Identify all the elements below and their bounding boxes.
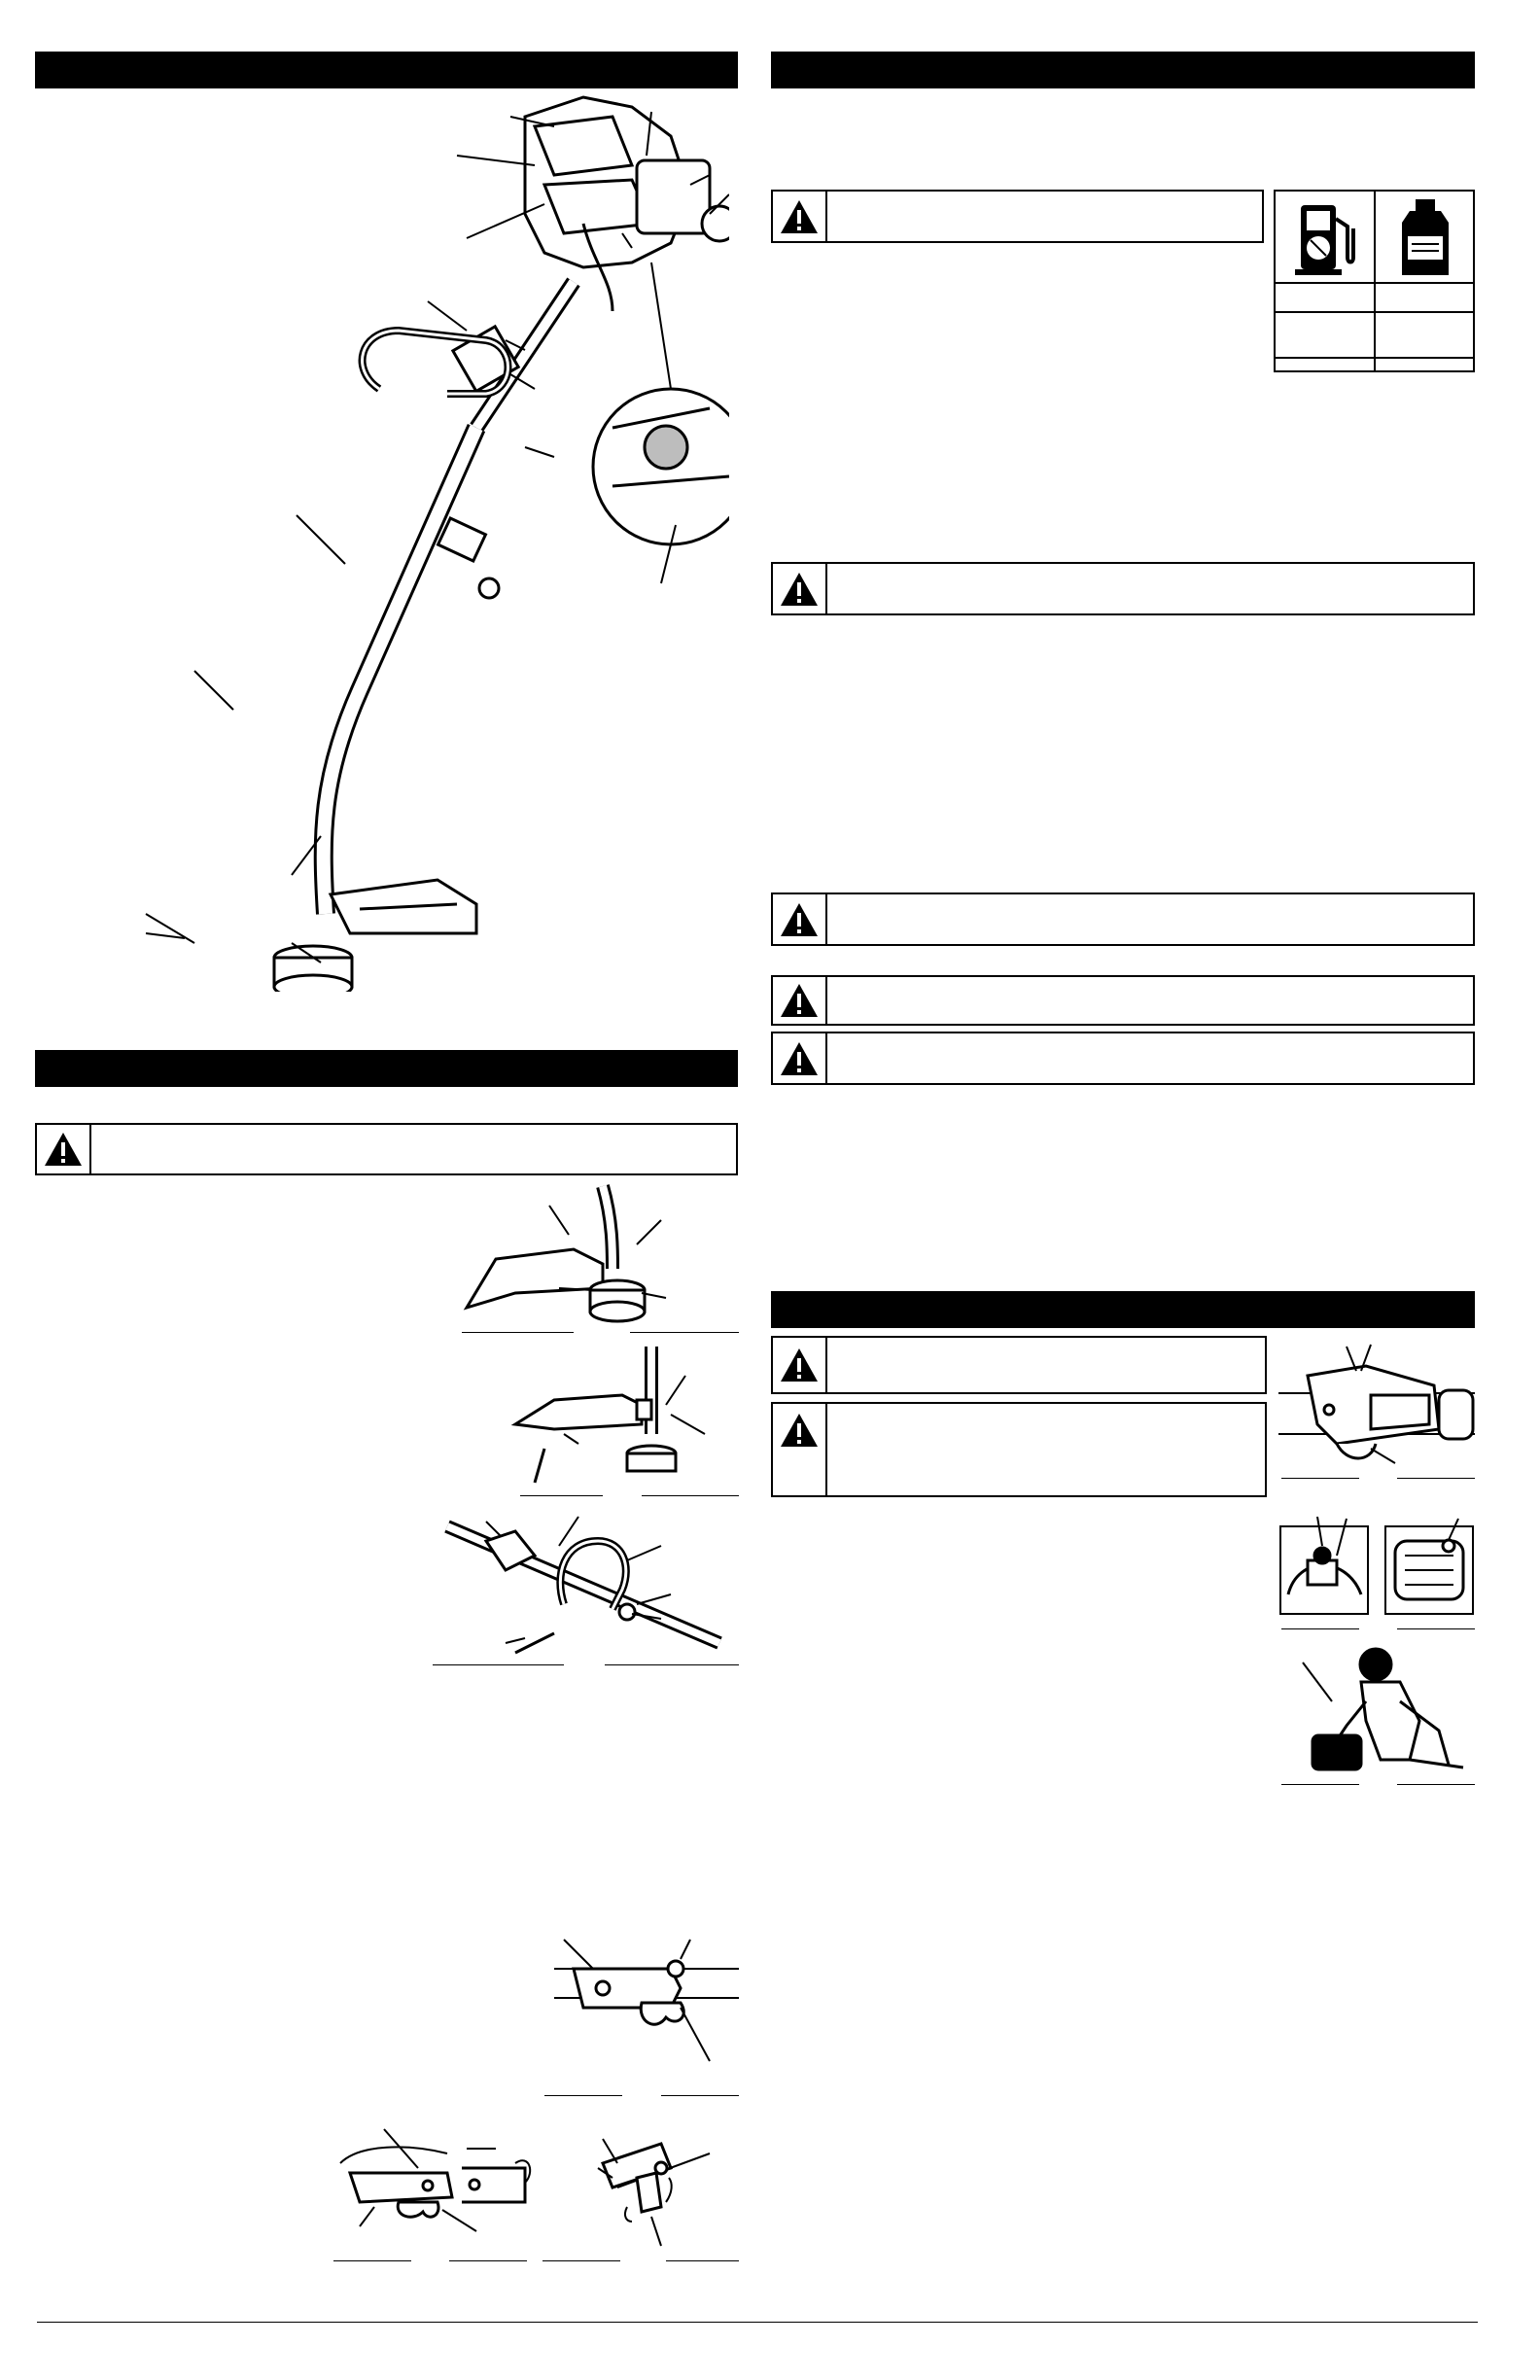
figure-caption-line (1397, 1478, 1475, 1479)
table-divider-vertical (1374, 192, 1376, 370)
two-cycle-oil-bottle-icon (1394, 197, 1456, 279)
section-header-fueling (771, 52, 1475, 88)
figure-caption-line (666, 2260, 739, 2261)
warning-box-start-1 (771, 1336, 1267, 1394)
warning-triangle-icon (779, 901, 820, 938)
fuel-mix-table (1274, 190, 1475, 372)
figure-primer-choke (1278, 1517, 1475, 1624)
warning-box-fuel-4 (771, 975, 1475, 1026)
figure-caption-line (630, 1332, 739, 1333)
figure-coupler-insert (331, 2124, 535, 2251)
figure-caption-line (1281, 1628, 1359, 1629)
warning-triangle-icon (779, 982, 820, 1019)
figure-caption-line (333, 2260, 411, 2261)
section-header-assembly (35, 1050, 738, 1087)
figure-coupler-knob (583, 2124, 739, 2251)
figure-caption-line (1281, 1784, 1359, 1785)
figure-caption-line (1281, 1478, 1359, 1479)
warning-triangle-icon (43, 1131, 84, 1168)
figure-caption-line (1397, 1628, 1475, 1629)
figure-throttle-handle (1278, 1337, 1475, 1473)
warning-box-fuel-3 (771, 892, 1475, 946)
figure-guard-screw (506, 1347, 739, 1492)
figure-caption-line (462, 1332, 574, 1333)
warning-box-fuel-1 (771, 190, 1264, 243)
figure-caption-line (605, 1664, 739, 1665)
warning-box-assembly (35, 1123, 738, 1175)
figure-caption-line (661, 2095, 739, 2096)
footer-rule (37, 2322, 1478, 2323)
warning-triangle-icon (779, 1412, 820, 1449)
table-row-divider (1276, 357, 1473, 359)
figure-guard-attachment (457, 1181, 739, 1327)
warning-triangle-icon (779, 1347, 820, 1383)
figure-caption-line (520, 1495, 603, 1496)
figure-operator-starting (1293, 1643, 1475, 1779)
figure-caption-line (544, 2095, 622, 2096)
figure-handle-assembly (428, 1507, 739, 1662)
table-row-divider (1276, 311, 1473, 313)
section-header-starting (771, 1291, 1475, 1328)
table-row-divider (1276, 282, 1473, 284)
warning-triangle-icon (779, 1040, 820, 1077)
figure-caption-line (1397, 1784, 1475, 1785)
figure-caption-line (433, 1664, 564, 1665)
figure-coupler-detail (544, 1930, 739, 2066)
fuel-pump-no-lead-icon (1293, 199, 1361, 277)
warning-triangle-icon (779, 571, 820, 608)
figure-caption-line (642, 1495, 739, 1496)
warning-box-fuel-5 (771, 1032, 1475, 1085)
warning-box-start-2 (771, 1402, 1267, 1497)
warning-box-fuel-2 (771, 562, 1475, 615)
trimmer-overview-illustration (126, 58, 729, 992)
warning-triangle-icon (779, 198, 820, 235)
figure-caption-line (542, 2260, 620, 2261)
figure-caption-line (449, 2260, 527, 2261)
